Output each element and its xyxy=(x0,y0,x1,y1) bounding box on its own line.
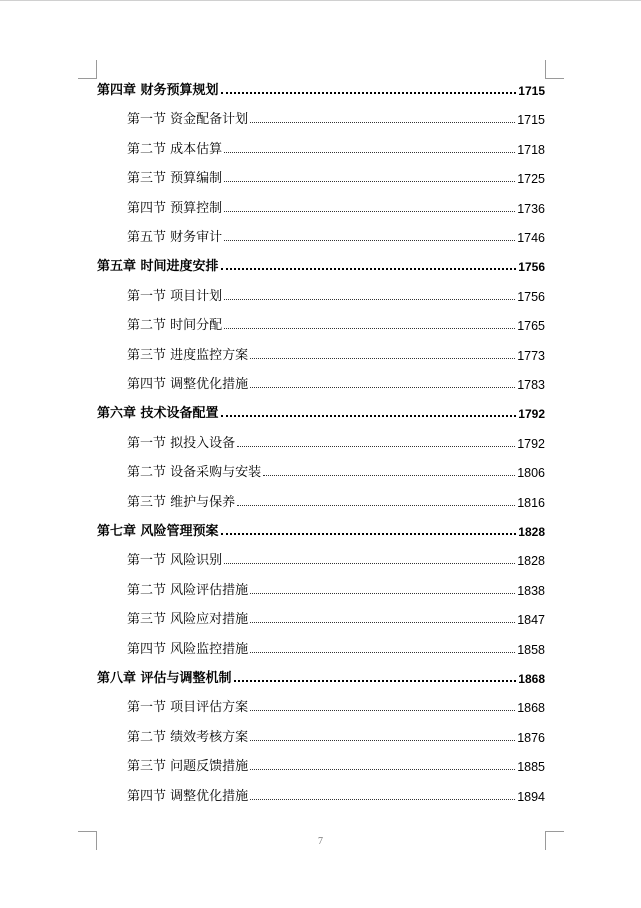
toc-section-entry xyxy=(127,343,545,363)
toc-section-entry xyxy=(127,754,545,774)
toc-page-number: 1725 xyxy=(517,172,545,187)
toc-section-entry xyxy=(127,372,545,392)
toc-page-number: 1718 xyxy=(517,142,545,157)
toc-chapter-title: 第六章 技术设备配置 xyxy=(97,406,219,422)
toc-section-entry xyxy=(127,196,545,216)
toc-page-number: 1876 xyxy=(517,730,545,745)
toc-dot-leader xyxy=(250,710,515,711)
toc-section-entry xyxy=(127,313,545,333)
crop-mark-top-left xyxy=(78,60,97,79)
toc-dot-leader xyxy=(250,122,515,123)
toc-section-entry xyxy=(127,607,545,627)
toc-dot-leader xyxy=(250,622,515,623)
toc-dot-leader xyxy=(224,181,515,182)
toc-section-entry xyxy=(127,548,545,568)
toc-page-number: 1894 xyxy=(517,789,545,804)
toc-dot-leader xyxy=(250,799,515,800)
toc-section-title: 第二节 时间分配 xyxy=(127,318,223,334)
toc-dot-leader xyxy=(221,415,517,417)
toc-page-number: 1792 xyxy=(518,407,545,422)
toc-page-number: 1756 xyxy=(517,289,545,304)
toc-dot-leader xyxy=(224,563,515,564)
toc-section-title: 第二节 成本估算 xyxy=(127,141,223,157)
toc-chapter-title: 第四章 财务预算规划 xyxy=(97,83,219,98)
toc-page-number: 1806 xyxy=(517,466,545,481)
toc-dot-leader xyxy=(263,475,515,476)
toc-dot-leader xyxy=(250,593,515,594)
toc-page-number: 1838 xyxy=(517,583,545,598)
toc-section-entry xyxy=(127,284,545,304)
toc-section-entry xyxy=(127,107,545,127)
toc-page-number: 1756 xyxy=(518,260,545,275)
toc-page-number: 1828 xyxy=(518,525,545,539)
toc-chapter-entry xyxy=(97,401,545,421)
toc-chapter-title: 第五章 时间进度安排 xyxy=(97,259,219,275)
toc-page-number: 1816 xyxy=(517,495,545,510)
toc-page-number: 1773 xyxy=(517,348,545,363)
toc-chapter-entry xyxy=(97,519,545,539)
page-number: 7 xyxy=(318,836,323,847)
toc-section-title: 第二节 风险评估措施 xyxy=(127,582,249,598)
toc-page-number: 1715 xyxy=(518,84,545,98)
toc-dot-leader xyxy=(250,769,515,770)
toc-dot-leader xyxy=(224,299,515,300)
toc-section-title: 第五节 财务审计 xyxy=(127,230,223,245)
toc-section-entry xyxy=(127,431,545,451)
toc-page-number: 1828 xyxy=(517,554,545,569)
toc-dot-leader xyxy=(221,268,517,270)
toc-section-entry xyxy=(127,490,545,510)
toc-section-title: 第一节 资金配备计划 xyxy=(127,112,249,128)
toc-page-number: 1792 xyxy=(517,436,545,451)
toc-chapter-title: 第八章 评估与调整机制 xyxy=(97,671,232,686)
toc-section-title: 第三节 风险应对措施 xyxy=(127,612,249,628)
toc-section-title: 第四节 调整优化措施 xyxy=(127,788,249,804)
toc-section-entry xyxy=(127,137,545,157)
toc-page-number: 1746 xyxy=(517,231,545,245)
toc-section-title: 第一节 风险识别 xyxy=(127,553,223,569)
toc-chapter-entry xyxy=(97,254,545,274)
toc-section-title: 第四节 风险监控措施 xyxy=(127,641,249,657)
toc-section-title: 第二节 设备采购与安装 xyxy=(127,465,262,481)
toc-section-title: 第三节 维护与保养 xyxy=(127,494,236,510)
toc-section-entry xyxy=(127,637,545,657)
toc-chapter-entry xyxy=(97,78,545,98)
toc-dot-leader xyxy=(221,92,517,94)
toc-page-number: 1765 xyxy=(517,319,545,334)
toc-section-title: 第二节 绩效考核方案 xyxy=(127,729,249,745)
toc-dot-leader xyxy=(237,446,515,447)
toc-section-entry xyxy=(127,725,545,745)
crop-mark-top-right xyxy=(545,60,564,79)
toc-section-entry xyxy=(127,225,545,245)
toc-dot-leader xyxy=(224,211,515,212)
toc-page-number: 1858 xyxy=(517,642,545,657)
toc-dot-leader xyxy=(224,152,515,153)
toc-section-entry xyxy=(127,695,545,715)
toc-dot-leader xyxy=(221,533,517,535)
toc-page-number: 1868 xyxy=(518,672,545,686)
toc-section-title: 第一节 拟投入设备 xyxy=(127,435,236,451)
toc-section-title: 第三节 问题反馈措施 xyxy=(127,759,249,775)
toc-section-title: 第四节 预算控制 xyxy=(127,200,223,216)
toc-page-number: 1847 xyxy=(517,613,545,628)
toc-section-entry xyxy=(127,784,545,804)
toc-dot-leader xyxy=(250,652,515,653)
toc-section-title: 第三节 进度监控方案 xyxy=(127,347,249,363)
toc-page-number: 1736 xyxy=(517,201,545,216)
toc-dot-leader xyxy=(224,328,515,329)
toc-chapter-entry xyxy=(97,666,545,686)
toc-dot-leader xyxy=(250,358,515,359)
toc-section-entry xyxy=(127,578,545,598)
toc-page-number: 1868 xyxy=(517,701,545,716)
toc-dot-leader xyxy=(237,505,515,506)
toc-section-title: 第一节 项目计划 xyxy=(127,288,223,304)
toc-dot-leader xyxy=(234,680,517,682)
toc-page-number: 1885 xyxy=(517,760,545,775)
toc-section-title: 第三节 预算编制 xyxy=(127,171,223,187)
toc-dot-leader xyxy=(224,240,515,241)
toc-chapter-title: 第七章 风险管理预案 xyxy=(97,524,219,539)
toc-page-number: 1783 xyxy=(517,378,545,392)
toc-section-title: 第一节 项目评估方案 xyxy=(127,700,249,716)
toc-section-entry xyxy=(127,166,545,186)
page-top-border xyxy=(0,0,641,1)
toc-page-number: 1715 xyxy=(517,113,545,128)
toc-section-title: 第四节 调整优化措施 xyxy=(127,377,249,392)
toc-dot-leader xyxy=(250,740,515,741)
toc-dot-leader xyxy=(250,387,515,388)
toc-section-entry xyxy=(127,460,545,480)
